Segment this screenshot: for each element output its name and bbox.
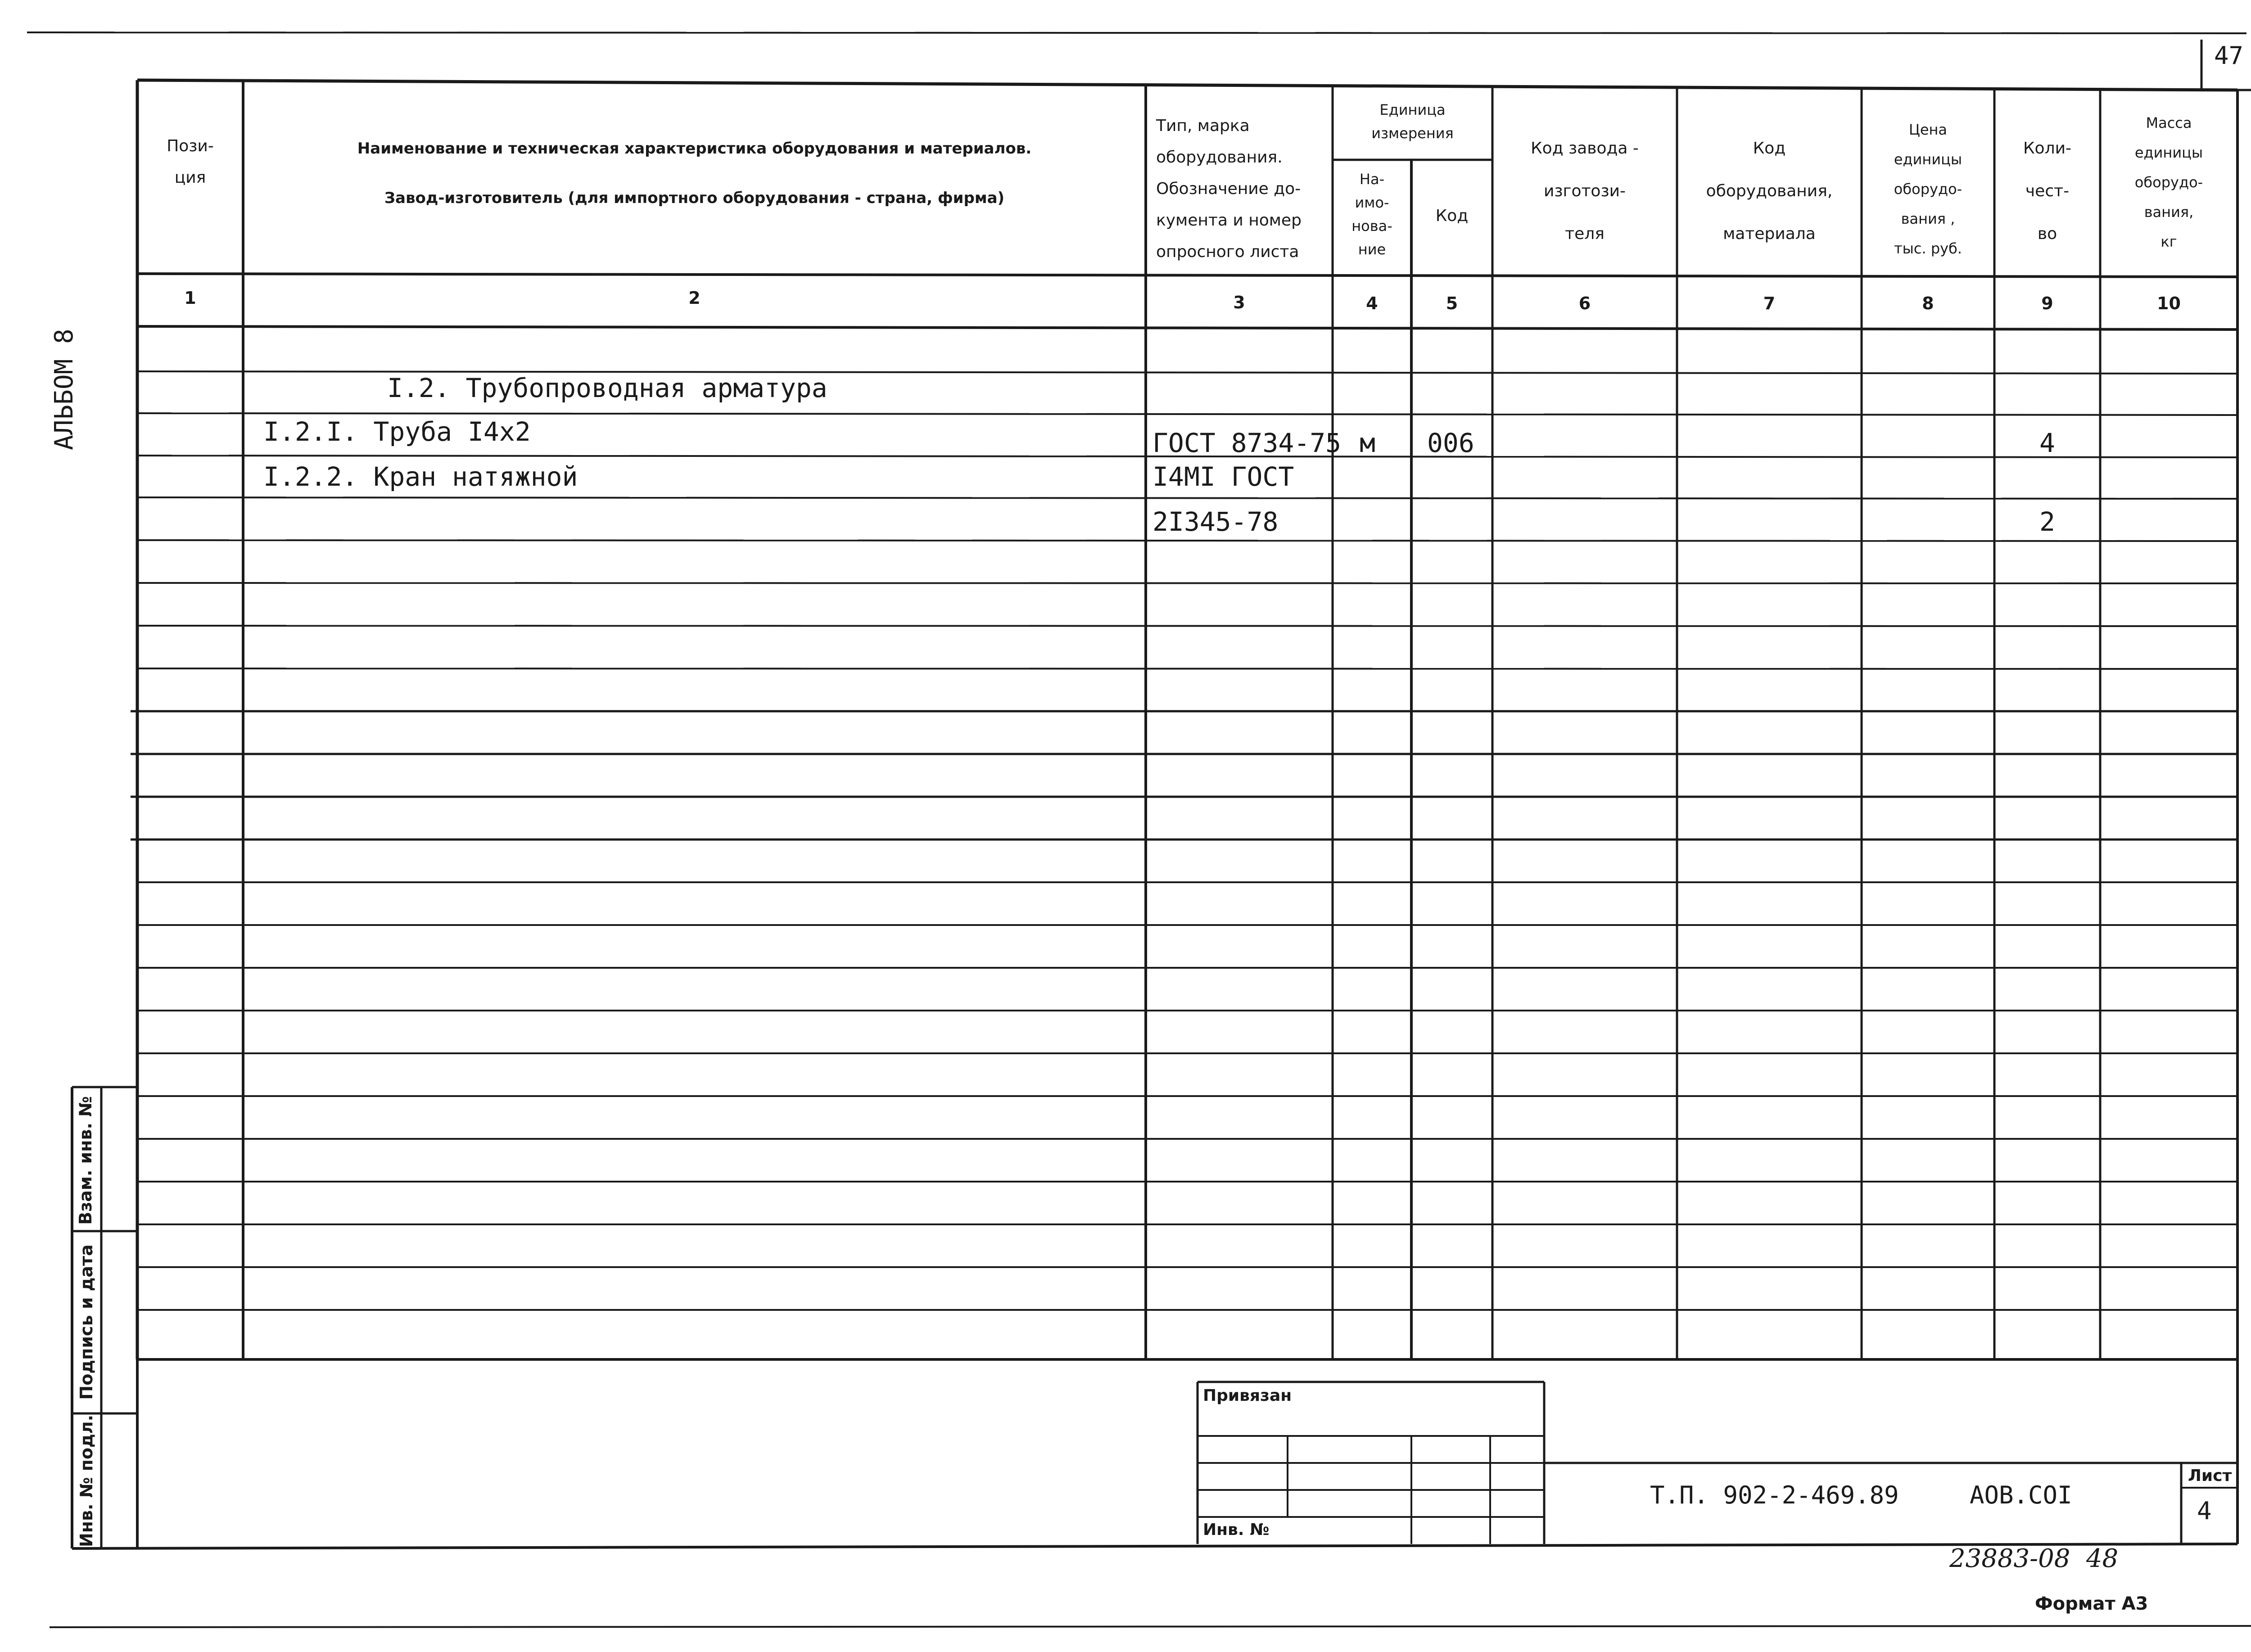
- table-row-type: 2I345-78: [1153, 506, 1279, 537]
- side-stamp-inv: Инв. № подл.: [77, 1414, 96, 1548]
- stamp-sheet-number: 4: [2197, 1497, 2212, 1525]
- header-col4: На- имо- нова- ние: [1352, 171, 1392, 258]
- table-row-name: I.2.2. Кран натяжной: [263, 461, 578, 492]
- column-number-2: 2: [688, 288, 701, 308]
- column-number-5: 5: [1446, 293, 1458, 313]
- column-number-4: 4: [1366, 293, 1378, 313]
- column-number-7: 7: [1763, 293, 1776, 313]
- album-label: АЛЬБОМ 8: [50, 329, 79, 450]
- header-col3: Тип, марка оборудования. Обозначение до- кумента и номер опросного листа: [1156, 117, 1302, 261]
- column-number-6: 6: [1578, 293, 1591, 313]
- column-number-3: 3: [1233, 293, 1245, 312]
- header-col7: Код оборудования, материала: [1706, 139, 1833, 243]
- table-row-type: ГОСТ 8734-75: [1153, 428, 1342, 458]
- header-col45-group: Единица измерения: [1371, 101, 1454, 142]
- table-row-name: I.2. Трубопроводная арматура: [387, 373, 827, 403]
- table-row-name: I.2.I. Труба I4x2: [263, 416, 531, 447]
- column-number-9: 9: [2041, 293, 2053, 313]
- table-row-qty: 2: [2039, 506, 2055, 537]
- table-row-unit: м: [1360, 428, 1375, 458]
- header-col2: Наименование и техническая характеристика оборудования и материалов. Завод-изготовитель (для импортного оборудования - страна, фирма): [357, 140, 1032, 207]
- stamp-designation: Т.П. 902-2-469.89: [1650, 1481, 1899, 1509]
- column-number-8: 8: [1922, 293, 1934, 313]
- stamp-sheet-label: Лист: [2188, 1467, 2232, 1485]
- stamp-inv-no: Инв. №: [1203, 1521, 1270, 1539]
- page-number: 47: [2214, 41, 2244, 70]
- handwritten-number: 23883-08 48: [1949, 1544, 2119, 1573]
- stamp-doc-code: АОВ.СОI: [1970, 1481, 2072, 1509]
- column-number-10: 10: [2157, 293, 2181, 313]
- header-col6: Код завода - изготози- теля: [1531, 139, 1639, 243]
- table-row-type: I4MI ГОСТ: [1153, 461, 1294, 492]
- header-col9: Коли- чест- во: [2023, 139, 2071, 243]
- table-row-code: 006: [1427, 428, 1474, 458]
- table-row-qty: 4: [2039, 428, 2055, 458]
- side-stamp-podpis: Подпись и дата: [77, 1244, 96, 1400]
- header-col10: Масса единицы оборудо- вания, кг: [2134, 114, 2203, 250]
- column-number-1: 1: [184, 288, 196, 308]
- format-label: Формат А3: [2035, 1593, 2148, 1614]
- header-col8: Цена единицы оборудо- вания , тыс. руб.: [1894, 121, 1962, 257]
- side-stamp-vzam: Взам. инв. №: [76, 1096, 95, 1225]
- header-col5: Код: [1435, 207, 1469, 225]
- stamp-privyazan: Привязан: [1203, 1386, 1292, 1405]
- header-col1: Пози- ция: [167, 137, 214, 187]
